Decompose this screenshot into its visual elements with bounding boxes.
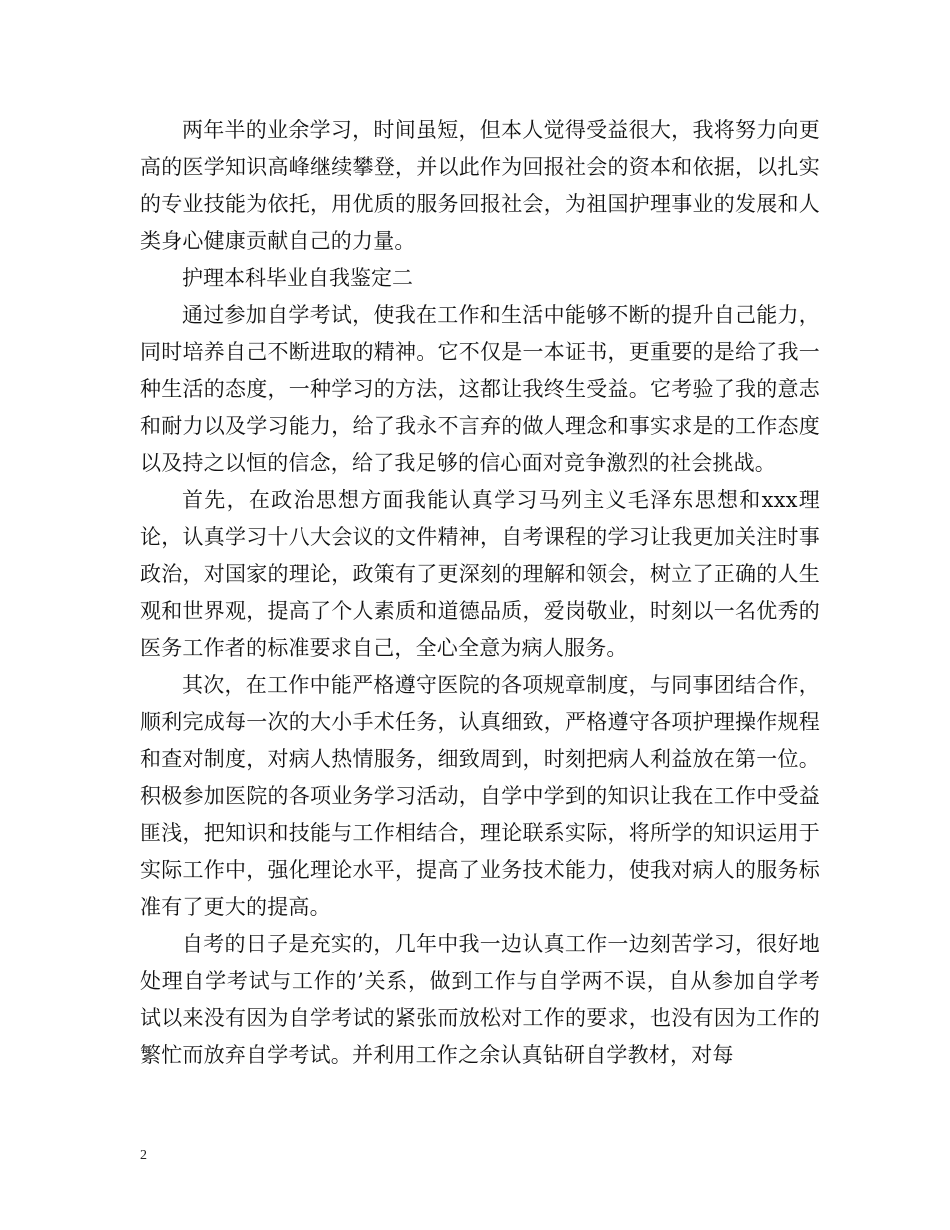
paragraph-intro-closing: 两年半的业余学习，时间虽短，但本人觉得受益很大，我将努力向更高的医学知识高峰继续攀登，并以此作为回报社会的资本和依据，以扎实的专业技能为依托，用优质的服务回报社会，为祖国护理事业的发展和人类身心健康贡献自己的力量。 [140, 118, 820, 253]
paragraph-political-thought: 首先，在政治思想方面我能认真学习马列主义毛泽东思想和xxx理论，认真学习十八大会议的文件精神，自考课程的学习让我更加关注时事政治，对国家的理论，政策有了更深刻的理解和领会，树立了正确的人生观和世界观，提高了个人素质和道德品质，爱岗敬业，时刻以一名优秀的医务工作者的标准要求自己，全心全意为病人服务。 [140, 488, 820, 660]
paragraph-study-work-balance: 自考的日子是充实的，几年中我一边认真工作一边刻苦学习，很好地处理自学考试与工作的’关系，做到工作与自学两不误，自从参加自学考试以来没有因为自学考试的紧张而放松对工作的要求，也没有因为工作的繁忙而放弃自学考试。并利用工作之余认真钻研自学教材，对每 [140, 932, 820, 1067]
document-body [140, 112, 820, 1074]
page-number: 2 [140, 1148, 147, 1163]
section-heading: 护理本科毕业自我鉴定二 [182, 266, 413, 290]
paragraph-self-study-benefits: 通过参加自学考试，使我在工作和生活中能够不断的提升自己能力，同时培养自己不断进取的精神。它不仅是一本证书，更重要的是给了我一种生活的态度，一种学习的方法，这都让我终生受益。它考验了我的意志和耐力以及学习能力，给了我永不言弃的做人理念和事实求是的工作态度以及持之以恒的信念，给了我足够的信心面对竞争激烈的社会挑战。 [140, 303, 820, 475]
paragraph-work-conduct: 其次，在工作中能严格遵守医院的各项规章制度，与同事团结合作，顺利完成每一次的大小手术任务，认真细致，严格遵守各项护理操作规程和查对制度，对病人热情服务，细致周到，时刻把病人利益放在第一位。积极参加医院的各项业务学习活动，自学中学到的知识让我在工作中受益匪浅，把知识和技能与工作相结合，理论联系实际，将所学的知识运用于实际工作中，强化理论水平，提高了业务技术能力，使我对病人的服务标准有了更大的提高。 [140, 673, 820, 919]
